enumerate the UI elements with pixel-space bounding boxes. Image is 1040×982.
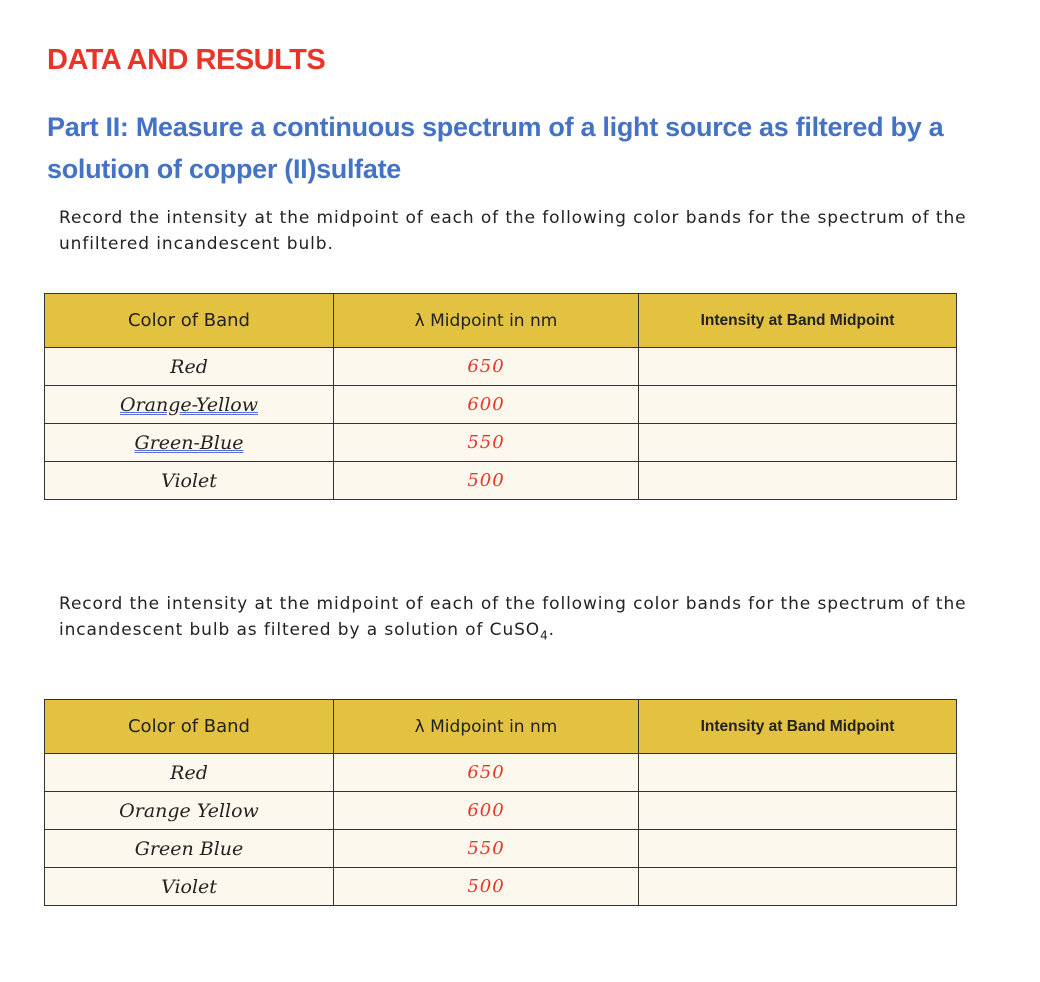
table-header-row <box>45 294 957 348</box>
color-label: Orange Yellow <box>119 799 259 822</box>
intensity-cell[interactable] <box>639 792 957 830</box>
color-label: Green-Blue <box>134 431 244 454</box>
intensity-cell[interactable] <box>639 386 957 424</box>
intensity-cell[interactable] <box>639 868 957 906</box>
midpoint-cell <box>334 792 639 830</box>
midpoint-cell <box>334 830 639 868</box>
header-intensity: Intensity at Band Midpoint <box>639 700 957 754</box>
intensity-cell[interactable] <box>639 830 957 868</box>
color-cell <box>45 830 334 868</box>
color-label: Violet <box>161 875 217 898</box>
midpoint-cell <box>334 348 639 386</box>
color-label: Green Blue <box>134 837 244 860</box>
table-row <box>45 868 957 906</box>
color-cell <box>45 754 334 792</box>
color-label: Orange-Yellow <box>120 393 258 416</box>
midpoint-cell <box>334 386 639 424</box>
midpoint-cell <box>334 462 639 500</box>
midpoint-value: 600 <box>467 800 505 821</box>
unfiltered-intensity-table <box>44 293 957 500</box>
intensity-cell[interactable] <box>639 754 957 792</box>
instruction-unfiltered: Record the intensity at the midpoint of each of the following color bands for the spectrum of the unfiltered incandescent bulb. <box>59 208 967 254</box>
table-row <box>45 792 957 830</box>
table-row <box>45 424 957 462</box>
header-intensity: Intensity at Band Midpoint <box>639 294 957 348</box>
intensity-cell[interactable] <box>639 462 957 500</box>
table-row <box>45 348 957 386</box>
table-row <box>45 754 957 792</box>
midpoint-value: 500 <box>467 876 505 897</box>
color-cell <box>45 868 334 906</box>
midpoint-value: 550 <box>467 432 505 453</box>
header-midpoint: λ Midpoint in nm <box>334 294 639 348</box>
midpoint-cell <box>334 868 639 906</box>
color-cell <box>45 348 334 386</box>
color-cell <box>45 462 334 500</box>
header-color-of-band: Color of Band <box>45 700 334 754</box>
midpoint-cell <box>334 754 639 792</box>
table-row <box>45 462 957 500</box>
midpoint-value: 650 <box>467 356 505 377</box>
section-title: DATA AND RESULTS <box>47 44 326 76</box>
color-cell <box>45 386 334 424</box>
color-label: Violet <box>161 469 217 492</box>
color-cell <box>45 792 334 830</box>
midpoint-value: 500 <box>467 470 505 491</box>
table-row <box>45 386 957 424</box>
color-cell <box>45 424 334 462</box>
formula-subscript: 4 <box>540 628 549 643</box>
part-title: Part II: Measure a continuous spectrum of a light source as filtered by a solution of copper (II)sulfate <box>47 112 944 184</box>
header-color-of-band: Color of Band <box>45 294 334 348</box>
midpoint-value: 650 <box>467 762 505 783</box>
header-midpoint: λ Midpoint in nm <box>334 700 639 754</box>
instruction-filtered <box>59 591 1019 648</box>
midpoint-cell <box>334 424 639 462</box>
color-label: Red <box>170 761 208 784</box>
table-header-row <box>45 700 957 754</box>
intensity-cell[interactable] <box>639 424 957 462</box>
color-label: Red <box>170 355 208 378</box>
intensity-cell[interactable] <box>639 348 957 386</box>
midpoint-value: 550 <box>467 838 505 859</box>
instruction-filtered-text: Record the intensity at the midpoint of each of the following color bands for the spectrum of the incandescent bulb as filtered by a solution of CuSO <box>59 594 967 640</box>
filtered-intensity-table <box>44 699 957 906</box>
table-row <box>45 830 957 868</box>
instruction-filtered-end: . <box>548 620 555 640</box>
midpoint-value: 600 <box>467 394 505 415</box>
